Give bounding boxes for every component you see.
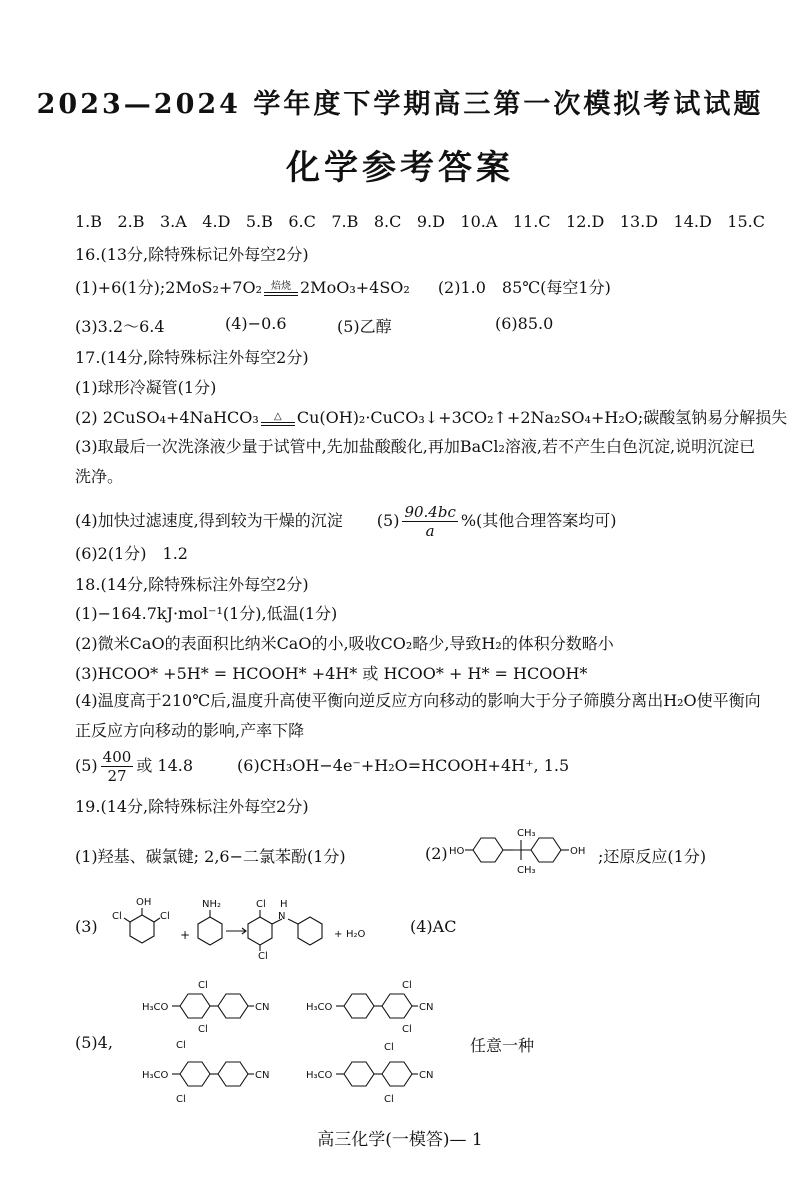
atom-label: Cl <box>198 980 208 991</box>
q17-answer-4: (4)加快过滤速度,得到较为干燥的沉淀 <box>75 511 343 530</box>
atom-label: N <box>278 911 286 922</box>
q17-line4 <box>75 503 617 540</box>
q18-answer-1: (1)−164.7kJ·mol⁻¹(1分),低温(1分) <box>75 604 338 623</box>
atom-label: H₃CO <box>142 1070 169 1081</box>
q17-products: Cu(OH)₂·CuCO₃↓+3CO₂↑+2Na₂SO₄+H₂O;碳酸氢钠易分解损失 <box>296 408 788 427</box>
mc-answer: 14.D <box>673 212 712 231</box>
q18-heading: 18.(14分,除特殊标注外每空2分) <box>75 575 309 594</box>
atom-label: Cl <box>160 911 170 922</box>
denominator: a <box>425 522 435 540</box>
atom-label: Cl <box>112 911 122 922</box>
q18-answer-5-alt: 或 14.8 <box>136 756 194 775</box>
mc-answer: 10.A <box>460 212 498 231</box>
mc-answer: 5.B <box>245 212 273 231</box>
mc-answer: 9.D <box>416 212 445 231</box>
atom-label: CN <box>255 1002 270 1013</box>
q16-answer-1: (1)+6(1分);2MoS₂+7O₂ <box>75 278 262 297</box>
q19-answer-2-label: (2) <box>425 844 448 863</box>
q16-product: 2MoO₃+4SO₂ <box>300 278 410 297</box>
page-footer: 高三化学(一模答)— 1 <box>317 1130 483 1150</box>
isomer-1 <box>142 980 269 1035</box>
atom-label: Cl <box>402 980 412 991</box>
q17-answer-5-label: (5) <box>376 511 400 530</box>
condition-label: 焙烧 <box>271 281 291 292</box>
q17-answer-3: (3)取最后一次洗涤液少量于试管中,先加盐酸酸化,再加BaCl₂溶液,若不产生白色沉淀,说明沉淀已洗净。 <box>75 437 756 486</box>
q17-answer-5-note: %(其他合理答案均可) <box>460 511 617 530</box>
mc-answer: 13.D <box>619 212 659 231</box>
mc-answer: 11.C <box>512 212 551 231</box>
q18-answer-4: (4)温度高于210℃后,温度升高使平衡向逆反应方向移动的影响大于分子筛膜分离出H₂O使平衡向正反应方向移动的影响,产率下降 <box>75 691 761 740</box>
q19-heading: 19.(14分,除特殊标注外每空2分) <box>75 797 309 816</box>
isomer-2 <box>306 980 433 1035</box>
q16-answer-3: (3)3.2～6.4 <box>75 317 165 336</box>
q19-answer-4: (4)AC <box>410 917 457 936</box>
q17-reactants: (2) 2CuSO₄+4NaHCO₃ <box>75 408 259 427</box>
reaction-condition <box>264 281 298 296</box>
q16-answer-4: (4)−0.6 <box>225 314 287 333</box>
mc-answer: 6.C <box>288 212 316 231</box>
numerator: 400 <box>102 748 132 766</box>
atom-label: H₃CO <box>142 1002 169 1013</box>
q16-answer-5: (5)乙醇 <box>337 317 392 336</box>
atom-label: Cl <box>384 1094 394 1105</box>
multiple-choice-answers <box>75 212 765 231</box>
mc-answer: 8.C <box>373 212 402 231</box>
mc-answer: 1.B <box>75 212 103 231</box>
mc-answer: 3.A <box>160 212 187 231</box>
atom-label: CN <box>419 1070 434 1081</box>
atom-label: H₃CO <box>306 1070 333 1081</box>
q19-answer-5-label: (5)4, <box>75 1033 113 1052</box>
plus-sign: + <box>180 928 191 942</box>
q17-line2 <box>75 405 787 428</box>
q19-answer-5-note: 任意一种 <box>470 1036 535 1055</box>
atom-label: CN <box>255 1070 270 1081</box>
atom-label: Cl <box>198 1024 208 1035</box>
isomer-3 <box>142 1040 269 1105</box>
bisphenol-structure <box>445 818 605 878</box>
numerator: 90.4bc <box>404 503 456 521</box>
q17-heading: 17.(14分,除特殊标注外每空2分) <box>75 348 309 367</box>
q16-answer-2: (2)1.0 85℃(每空1分) <box>437 278 611 297</box>
atom-label: OH <box>570 846 586 857</box>
q16-answer-6: (6)85.0 <box>495 314 554 333</box>
atom-label: H <box>280 899 288 910</box>
exam-title: 2023—2024 学年度下学期高三第一次模拟考试试题 <box>36 89 764 120</box>
q18-line5 <box>75 748 569 785</box>
q16-heading: 16.(13分,除特殊标记外每空2分) <box>75 245 309 264</box>
mc-answer: 12.D <box>566 212 605 231</box>
q19-answer-2-note: ;还原反应(1分) <box>598 847 707 866</box>
q18-answer-2: (2)微米CaO的表面积比纳米CaO的小,吸收CO₂略少,导致H₂的体积分数略小 <box>75 634 614 653</box>
mc-answer: 2.B <box>117 212 145 231</box>
mc-answer: 4.D <box>202 212 231 231</box>
isomer-4 <box>306 1042 433 1105</box>
q19-answer-1: (1)羟基、碳氯键; 2,6−二氯苯酚(1分) <box>75 847 346 866</box>
atom-label: Cl <box>258 951 268 962</box>
q18-answer-5-label: (5) <box>75 756 98 775</box>
atom-label: Cl <box>176 1094 186 1105</box>
atom-label: Cl <box>176 1040 186 1051</box>
fraction <box>402 503 457 540</box>
atom-label: H₂O <box>346 929 366 940</box>
atom-label: Cl <box>402 1024 412 1035</box>
atom-label: CH₃ <box>517 865 536 876</box>
heat-symbol: △ <box>273 411 282 422</box>
answer-key-title: 化学参考答案 <box>286 148 514 188</box>
atom-label: Cl <box>384 1042 394 1053</box>
reaction-condition <box>261 411 295 426</box>
reaction-scheme <box>100 895 390 965</box>
denominator: 27 <box>107 767 127 785</box>
atom-label: OH <box>136 897 152 908</box>
q18-answer-3: (3)HCOO* +5H* = HCOOH* +4H* 或 HCOO* + H* = HCOOH* <box>75 664 588 683</box>
atom-label: HO <box>449 846 465 857</box>
q17-answer-1: (1)球形冷凝管(1分) <box>75 378 217 397</box>
fraction <box>101 748 134 785</box>
q18-answer-6: (6)CH₃OH−4e⁻+H₂O=HCOOH+4H⁺, 1.5 <box>237 756 570 775</box>
plus-sign: + <box>334 929 343 940</box>
mc-answer: 7.B <box>331 212 359 231</box>
isomer-structures <box>140 980 460 1110</box>
q19-answer-3-label: (3) <box>75 917 98 936</box>
q17-answer-6: (6)2(1分) 1.2 <box>75 544 188 563</box>
q16-line1 <box>75 275 611 298</box>
atom-label: Cl <box>256 899 266 910</box>
mc-answer: 15.C <box>727 212 765 231</box>
atom-label: CN <box>419 1002 434 1013</box>
atom-label: NH₂ <box>202 899 222 910</box>
atom-label: H₃CO <box>306 1002 333 1013</box>
atom-label: CH₃ <box>517 828 536 839</box>
